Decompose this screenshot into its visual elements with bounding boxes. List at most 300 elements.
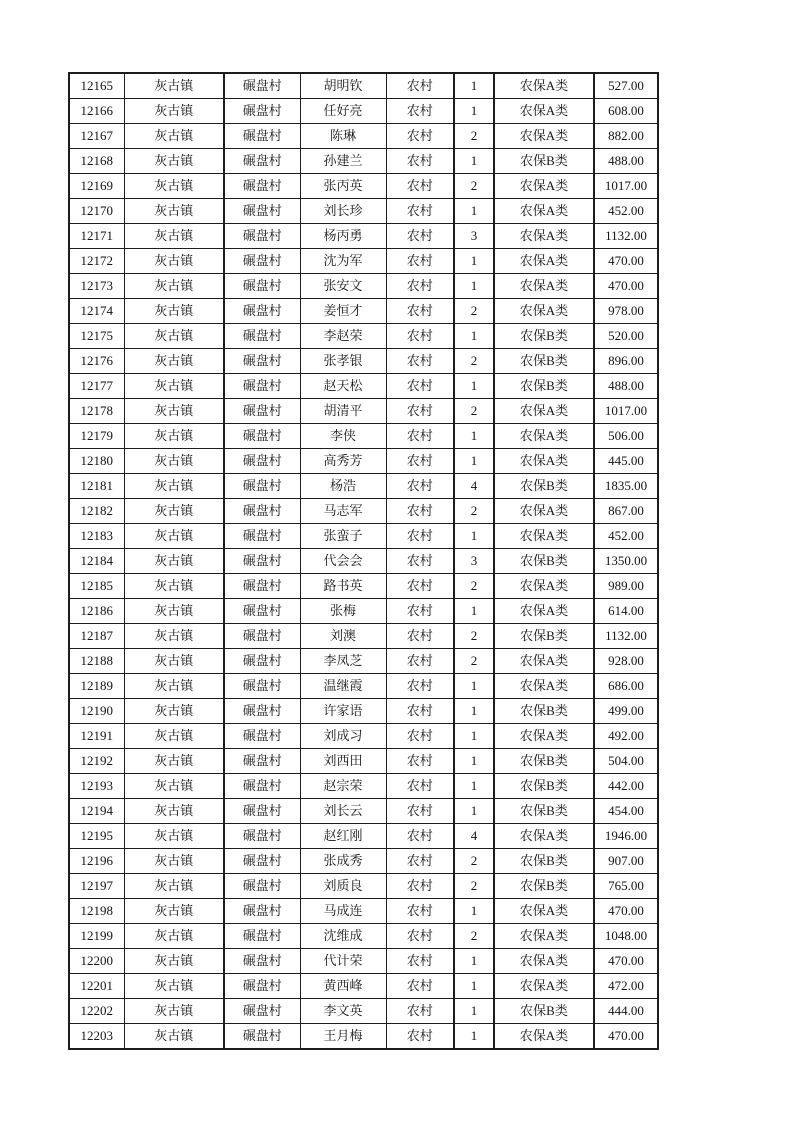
cell-village: 碾盘村: [224, 249, 300, 274]
cell-residence: 农村: [386, 1024, 454, 1050]
cell-village: 碾盘村: [224, 974, 300, 999]
cell-residence: 农村: [386, 599, 454, 624]
cell-village: 碾盘村: [224, 874, 300, 899]
cell-name: 张安文: [300, 274, 386, 299]
cell-residence: 农村: [386, 574, 454, 599]
cell-id: 12175: [69, 324, 124, 349]
cell-residence: 农村: [386, 99, 454, 124]
cell-village: 碾盘村: [224, 424, 300, 449]
cell-category: 农保A类: [494, 674, 594, 699]
cell-count: 1: [454, 424, 494, 449]
cell-town: 灰古镇: [124, 324, 224, 349]
cell-village: 碾盘村: [224, 349, 300, 374]
cell-count: 1: [454, 749, 494, 774]
cell-town: 灰古镇: [124, 349, 224, 374]
table-row: [69, 1024, 658, 1050]
cell-id: 12165: [69, 73, 124, 99]
cell-name: 姜恒才: [300, 299, 386, 324]
cell-town: 灰古镇: [124, 599, 224, 624]
cell-village: 碾盘村: [224, 99, 300, 124]
cell-name: 温继霞: [300, 674, 386, 699]
cell-category: 农保A类: [494, 899, 594, 924]
cell-town: 灰古镇: [124, 274, 224, 299]
cell-id: 12196: [69, 849, 124, 874]
cell-village: 碾盘村: [224, 674, 300, 699]
cell-town: 灰古镇: [124, 249, 224, 274]
cell-amount: 470.00: [594, 899, 658, 924]
cell-count: 1: [454, 249, 494, 274]
cell-name: 马志军: [300, 499, 386, 524]
cell-id: 12169: [69, 174, 124, 199]
cell-amount: 867.00: [594, 499, 658, 524]
cell-name: 刘质良: [300, 874, 386, 899]
cell-count: 2: [454, 399, 494, 424]
cell-village: 碾盘村: [224, 299, 300, 324]
cell-name: 杨丙勇: [300, 224, 386, 249]
cell-count: 2: [454, 124, 494, 149]
cell-category: 农保A类: [494, 649, 594, 674]
cell-name: 许家语: [300, 699, 386, 724]
table-row: [69, 899, 658, 924]
cell-village: 碾盘村: [224, 549, 300, 574]
cell-count: 1: [454, 699, 494, 724]
cell-town: 灰古镇: [124, 149, 224, 174]
cell-id: 12187: [69, 624, 124, 649]
table-row: [69, 174, 658, 199]
cell-category: 农保B类: [494, 549, 594, 574]
cell-name: 代会会: [300, 549, 386, 574]
cell-residence: 农村: [386, 124, 454, 149]
cell-id: 12177: [69, 374, 124, 399]
cell-category: 农保B类: [494, 324, 594, 349]
table-row: [69, 374, 658, 399]
cell-amount: 506.00: [594, 424, 658, 449]
cell-id: 12176: [69, 349, 124, 374]
cell-count: 1: [454, 524, 494, 549]
table-row: [69, 149, 658, 174]
cell-count: 4: [454, 474, 494, 499]
table-row: [69, 674, 658, 699]
cell-category: 农保A类: [494, 199, 594, 224]
cell-amount: 452.00: [594, 524, 658, 549]
cell-name: 刘成习: [300, 724, 386, 749]
cell-name: 刘西田: [300, 749, 386, 774]
cell-town: 灰古镇: [124, 524, 224, 549]
table-row: [69, 449, 658, 474]
cell-village: 碾盘村: [224, 399, 300, 424]
cell-town: 灰古镇: [124, 224, 224, 249]
cell-category: 农保A类: [494, 574, 594, 599]
cell-id: 12178: [69, 399, 124, 424]
cell-name: 刘长云: [300, 799, 386, 824]
cell-amount: 488.00: [594, 374, 658, 399]
cell-count: 1: [454, 949, 494, 974]
cell-name: 赵红刚: [300, 824, 386, 849]
cell-town: 灰古镇: [124, 699, 224, 724]
cell-amount: 445.00: [594, 449, 658, 474]
cell-category: 农保B类: [494, 474, 594, 499]
cell-village: 碾盘村: [224, 324, 300, 349]
cell-name: 张蛮子: [300, 524, 386, 549]
cell-category: 农保A类: [494, 424, 594, 449]
cell-count: 1: [454, 1024, 494, 1050]
cell-town: 灰古镇: [124, 749, 224, 774]
cell-name: 赵宗荣: [300, 774, 386, 799]
cell-amount: 470.00: [594, 1024, 658, 1050]
cell-id: 12181: [69, 474, 124, 499]
cell-name: 杨浩: [300, 474, 386, 499]
cell-amount: 686.00: [594, 674, 658, 699]
cell-count: 1: [454, 99, 494, 124]
cell-amount: 896.00: [594, 349, 658, 374]
cell-amount: 1350.00: [594, 549, 658, 574]
cell-name: 王月梅: [300, 1024, 386, 1050]
table-row: [69, 874, 658, 899]
cell-category: 农保A类: [494, 399, 594, 424]
cell-id: 12168: [69, 149, 124, 174]
table-row: [69, 749, 658, 774]
cell-town: 灰古镇: [124, 99, 224, 124]
table-row: [69, 73, 658, 99]
cell-residence: 农村: [386, 199, 454, 224]
cell-category: 农保B类: [494, 374, 594, 399]
cell-residence: 农村: [386, 424, 454, 449]
cell-amount: 1946.00: [594, 824, 658, 849]
cell-town: 灰古镇: [124, 949, 224, 974]
cell-id: 12174: [69, 299, 124, 324]
cell-name: 陈琳: [300, 124, 386, 149]
cell-village: 碾盘村: [224, 149, 300, 174]
cell-count: 2: [454, 874, 494, 899]
cell-count: 1: [454, 974, 494, 999]
cell-town: 灰古镇: [124, 624, 224, 649]
cell-id: 12189: [69, 674, 124, 699]
cell-amount: 488.00: [594, 149, 658, 174]
cell-village: 碾盘村: [224, 474, 300, 499]
cell-town: 灰古镇: [124, 874, 224, 899]
cell-category: 农保A类: [494, 274, 594, 299]
cell-residence: 农村: [386, 949, 454, 974]
cell-count: 2: [454, 649, 494, 674]
table-row: [69, 849, 658, 874]
cell-town: 灰古镇: [124, 799, 224, 824]
cell-id: 12179: [69, 424, 124, 449]
cell-name: 李赵荣: [300, 324, 386, 349]
cell-town: 灰古镇: [124, 73, 224, 99]
cell-id: 12201: [69, 974, 124, 999]
cell-count: 1: [454, 374, 494, 399]
table-sheet: [68, 72, 659, 1050]
cell-count: 2: [454, 174, 494, 199]
cell-village: 碾盘村: [224, 649, 300, 674]
cell-count: 1: [454, 774, 494, 799]
table-row: [69, 474, 658, 499]
cell-residence: 农村: [386, 449, 454, 474]
cell-amount: 472.00: [594, 974, 658, 999]
table-row: [69, 99, 658, 124]
table-row: [69, 549, 658, 574]
cell-town: 灰古镇: [124, 174, 224, 199]
cell-name: 马成连: [300, 899, 386, 924]
cell-id: 12170: [69, 199, 124, 224]
cell-village: 碾盘村: [224, 449, 300, 474]
cell-village: 碾盘村: [224, 174, 300, 199]
cell-id: 12182: [69, 499, 124, 524]
table-row: [69, 399, 658, 424]
cell-name: 张梅: [300, 599, 386, 624]
cell-id: 12200: [69, 949, 124, 974]
table-row: [69, 699, 658, 724]
cell-count: 1: [454, 449, 494, 474]
cell-category: 农保B类: [494, 774, 594, 799]
cell-town: 灰古镇: [124, 899, 224, 924]
cell-amount: 608.00: [594, 99, 658, 124]
cell-amount: 928.00: [594, 649, 658, 674]
cell-amount: 1132.00: [594, 624, 658, 649]
cell-category: 农保A类: [494, 599, 594, 624]
cell-amount: 1017.00: [594, 174, 658, 199]
cell-count: 3: [454, 224, 494, 249]
cell-village: 碾盘村: [224, 1024, 300, 1050]
cell-residence: 农村: [386, 249, 454, 274]
table-row: [69, 499, 658, 524]
cell-id: 12173: [69, 274, 124, 299]
cell-village: 碾盘村: [224, 999, 300, 1024]
cell-residence: 农村: [386, 349, 454, 374]
cell-amount: 527.00: [594, 73, 658, 99]
cell-category: 农保B类: [494, 149, 594, 174]
cell-town: 灰古镇: [124, 924, 224, 949]
cell-count: 1: [454, 674, 494, 699]
cell-count: 1: [454, 274, 494, 299]
cell-count: 1: [454, 724, 494, 749]
table-row: [69, 124, 658, 149]
cell-village: 碾盘村: [224, 849, 300, 874]
cell-name: 沈维成: [300, 924, 386, 949]
cell-village: 碾盘村: [224, 949, 300, 974]
cell-residence: 农村: [386, 524, 454, 549]
table-row: [69, 824, 658, 849]
cell-residence: 农村: [386, 499, 454, 524]
cell-village: 碾盘村: [224, 274, 300, 299]
cell-town: 灰古镇: [124, 424, 224, 449]
cell-name: 李侠: [300, 424, 386, 449]
table-row: [69, 974, 658, 999]
cell-amount: 470.00: [594, 949, 658, 974]
cell-name: 李凤芝: [300, 649, 386, 674]
cell-count: 2: [454, 499, 494, 524]
cell-category: 农保A类: [494, 949, 594, 974]
cell-name: 胡明钦: [300, 73, 386, 99]
cell-town: 灰古镇: [124, 824, 224, 849]
cell-count: 2: [454, 624, 494, 649]
cell-id: 12166: [69, 99, 124, 124]
cell-town: 灰古镇: [124, 674, 224, 699]
cell-town: 灰古镇: [124, 199, 224, 224]
cell-residence: 农村: [386, 799, 454, 824]
cell-name: 张成秀: [300, 849, 386, 874]
cell-residence: 农村: [386, 624, 454, 649]
cell-town: 灰古镇: [124, 849, 224, 874]
cell-count: 2: [454, 349, 494, 374]
cell-residence: 农村: [386, 749, 454, 774]
cell-residence: 农村: [386, 699, 454, 724]
cell-town: 灰古镇: [124, 474, 224, 499]
table-row: [69, 924, 658, 949]
cell-amount: 1835.00: [594, 474, 658, 499]
cell-category: 农保A类: [494, 1024, 594, 1050]
cell-name: 沈为军: [300, 249, 386, 274]
cell-residence: 农村: [386, 224, 454, 249]
table-row: [69, 624, 658, 649]
cell-category: 农保A类: [494, 249, 594, 274]
cell-count: 1: [454, 999, 494, 1024]
cell-residence: 农村: [386, 374, 454, 399]
table-row: [69, 599, 658, 624]
cell-category: 农保B类: [494, 749, 594, 774]
cell-category: 农保A类: [494, 224, 594, 249]
cell-town: 灰古镇: [124, 774, 224, 799]
cell-village: 碾盘村: [224, 799, 300, 824]
cell-category: 农保A类: [494, 299, 594, 324]
table-row: [69, 424, 658, 449]
cell-residence: 农村: [386, 474, 454, 499]
cell-town: 灰古镇: [124, 399, 224, 424]
cell-town: 灰古镇: [124, 549, 224, 574]
cell-village: 碾盘村: [224, 899, 300, 924]
cell-residence: 农村: [386, 999, 454, 1024]
cell-name: 胡清平: [300, 399, 386, 424]
cell-id: 12195: [69, 824, 124, 849]
cell-amount: 907.00: [594, 849, 658, 874]
cell-name: 路书英: [300, 574, 386, 599]
cell-category: 农保B类: [494, 699, 594, 724]
table-row: [69, 999, 658, 1024]
cell-town: 灰古镇: [124, 724, 224, 749]
cell-id: 12191: [69, 724, 124, 749]
table-row: [69, 199, 658, 224]
cell-amount: 614.00: [594, 599, 658, 624]
cell-amount: 989.00: [594, 574, 658, 599]
cell-amount: 470.00: [594, 249, 658, 274]
cell-category: 农保B类: [494, 849, 594, 874]
cell-id: 12194: [69, 799, 124, 824]
cell-id: 12192: [69, 749, 124, 774]
cell-residence: 农村: [386, 974, 454, 999]
cell-town: 灰古镇: [124, 999, 224, 1024]
cell-village: 碾盘村: [224, 374, 300, 399]
cell-amount: 520.00: [594, 324, 658, 349]
table-row: [69, 274, 658, 299]
cell-category: 农保A类: [494, 99, 594, 124]
table-row: [69, 799, 658, 824]
cell-count: 2: [454, 924, 494, 949]
cell-name: 高秀芳: [300, 449, 386, 474]
cell-residence: 农村: [386, 299, 454, 324]
cell-residence: 农村: [386, 849, 454, 874]
cell-count: 2: [454, 574, 494, 599]
cell-name: 刘澳: [300, 624, 386, 649]
cell-amount: 1017.00: [594, 399, 658, 424]
cell-amount: 442.00: [594, 774, 658, 799]
cell-count: 3: [454, 549, 494, 574]
cell-town: 灰古镇: [124, 449, 224, 474]
cell-name: 刘长珍: [300, 199, 386, 224]
cell-count: 1: [454, 73, 494, 99]
cell-id: 12202: [69, 999, 124, 1024]
cell-id: 12186: [69, 599, 124, 624]
cell-category: 农保B类: [494, 624, 594, 649]
cell-id: 12197: [69, 874, 124, 899]
cell-id: 12183: [69, 524, 124, 549]
cell-residence: 农村: [386, 824, 454, 849]
cell-village: 碾盘村: [224, 824, 300, 849]
cell-village: 碾盘村: [224, 724, 300, 749]
cell-category: 农保A类: [494, 499, 594, 524]
cell-count: 4: [454, 824, 494, 849]
cell-town: 灰古镇: [124, 974, 224, 999]
cell-residence: 农村: [386, 774, 454, 799]
cell-residence: 农村: [386, 874, 454, 899]
cell-category: 农保A类: [494, 724, 594, 749]
table-row: [69, 249, 658, 274]
cell-id: 12188: [69, 649, 124, 674]
cell-residence: 农村: [386, 649, 454, 674]
cell-name: 任好亮: [300, 99, 386, 124]
cell-town: 灰古镇: [124, 574, 224, 599]
cell-amount: 1048.00: [594, 924, 658, 949]
cell-residence: 农村: [386, 73, 454, 99]
cell-category: 农保B类: [494, 799, 594, 824]
cell-town: 灰古镇: [124, 299, 224, 324]
cell-id: 12184: [69, 549, 124, 574]
cell-residence: 农村: [386, 174, 454, 199]
cell-count: 1: [454, 149, 494, 174]
cell-residence: 农村: [386, 899, 454, 924]
cell-town: 灰古镇: [124, 124, 224, 149]
table-body: [69, 73, 658, 1049]
cell-id: 12171: [69, 224, 124, 249]
cell-id: 12172: [69, 249, 124, 274]
cell-town: 灰古镇: [124, 1024, 224, 1050]
cell-category: 农保B类: [494, 349, 594, 374]
cell-town: 灰古镇: [124, 374, 224, 399]
cell-count: 1: [454, 599, 494, 624]
cell-name: 张孝银: [300, 349, 386, 374]
cell-name: 张丙英: [300, 174, 386, 199]
cell-amount: 499.00: [594, 699, 658, 724]
cell-village: 碾盘村: [224, 924, 300, 949]
cell-village: 碾盘村: [224, 574, 300, 599]
cell-town: 灰古镇: [124, 649, 224, 674]
cell-count: 1: [454, 199, 494, 224]
cell-count: 1: [454, 899, 494, 924]
table-row: [69, 324, 658, 349]
table-row: [69, 949, 658, 974]
cell-category: 农保A类: [494, 524, 594, 549]
cell-id: 12193: [69, 774, 124, 799]
cell-village: 碾盘村: [224, 749, 300, 774]
cell-amount: 454.00: [594, 799, 658, 824]
cell-count: 1: [454, 324, 494, 349]
table-row: [69, 774, 658, 799]
cell-residence: 农村: [386, 149, 454, 174]
cell-residence: 农村: [386, 674, 454, 699]
cell-residence: 农村: [386, 274, 454, 299]
cell-amount: 1132.00: [594, 224, 658, 249]
cell-village: 碾盘村: [224, 199, 300, 224]
cell-category: 农保A类: [494, 924, 594, 949]
